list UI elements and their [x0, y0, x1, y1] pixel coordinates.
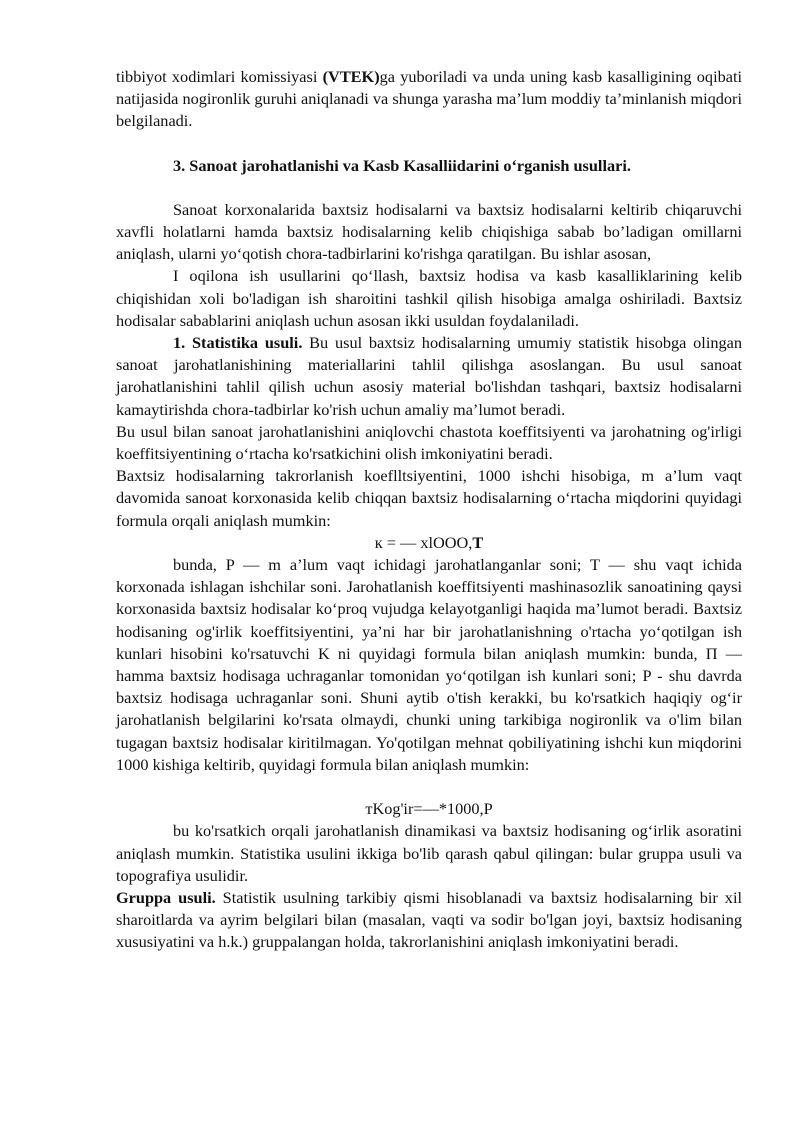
paragraph-methods: I oqilona ish usullarini qo‘llash, baxtsiz hodisa va kasb kasalliklarining kelib chiqishidan xoli bo'ladigan ish sharoitini tashkil qilish hisobiga amalga oshiriladi. Baxtsiz hodisalar sabablarini aniqlash uchun asosan ikki usuldan foydalaniladi. [116, 266, 742, 330]
group-method-title: Gruppa usuli. [116, 887, 216, 907]
paragraph-vtek [116, 66, 742, 133]
paragraph-coefficients: Bu usul bilan sanoat jarohatlanishini aniqlovchi chastota koeffitsiyenti va jarohatning og'irligi koeffitsiyentining o‘rtacha ko'rsatkichini olish imkoniyatini beradi. [116, 421, 742, 464]
formula-frequency-main: к = — xlOOO, [374, 532, 473, 552]
statistics-method-title: 1. Statistika usuli. [173, 333, 303, 353]
paragraph-vtek-text-c: ga yuboriladi va unda uning kasb kasalligining oqibati natijasida nogironlik guruhi aniqlanadi va shunga yarasha ma’lum moddiy ta’minlanish miqdori belgilanadi. [116, 67, 743, 131]
paragraph-dynamics: bu ko'rsatkich orqali jarohatlanish dinamikasi va baxtsiz hodisaning og‘irlik asoratini aniqlash mumkin. Statistika usulini ikkiga bo'lib qarash qabul qilingan: bular gruppa usuli va topografiya usulidir. [116, 821, 742, 885]
paragraph-frequency: Baxtsiz hodisalarning takrorlanish koeflltsiyentini, 1000 ishchi hisobiga, m a’lum vaqt davomida sanoat korxonasida kelib chiqqan baxtsiz hodisalarning o‘rtacha miqdorini quyidagi formula orqali aniqlash mumkin: [116, 466, 742, 530]
paragraph-group-method [116, 887, 742, 954]
formula-frequency-bold: T [472, 532, 484, 552]
vtek-bold: (VTEK) [322, 67, 380, 86]
paragraph-severity: bunda, P — m a’lum vaqt ichidagi jarohatlanganlar soni; T — shu vaqt ichida korxonada ishlagan ishchilar soni. Jarohatlanish koeffitsiyenti mashinasozlik sanoatining qaysi korxonasida baxtsiz hodisalar ko‘proq vujudga kelayotganligi haqida ma’lumot beradi. Baxtsiz hodisaning og'irlik koeffitsiyentini, ya’ni har bir jarohatlanishning o'rtacha yo‘qotilgan ish kunlari hisobini ko'rsatuvchi K ni quyidagi formula bilan aniqlash mumkin: bunda, П — hamma baxtsiz hodisaga uchraganlar tomonidan yo‘qotilgan ish kunlari soni; P - shu davrda baxtsiz hodisaga uchraganlar soni. Shuni aytib o'tish kerakki, bu ko'rsatkich haqiqiy og‘ir jarohatlanish belgilarini ko'rsata olmaydi, chunki uning tarkibiga nogironlik va o'lim bilan tugagan baxtsiz hodisalar kiritilmagan. Yo'qotilgan mehnat qobiliyatining ishchi kun miqdorini 1000 kishiga keltirib, quyidagi formula bilan aniqlash mumkin: [116, 555, 742, 774]
paragraph-statistics-method [116, 332, 742, 421]
formula-severity: тKog'ir=—*1000,P [365, 799, 493, 819]
statistics-method-text: Bu usul baxtsiz hodisalarning umumiy statistik hisobga olingan sanoat jarohatlanishining materiallarini tahlil qilishga asoslangan. Bu usul sanoat jarohatlanishini tahlil qilish uchun asosiy material bo'lishdan tashqari, baxtsiz hodisalarni kamaytirishda chora-tadbirlar ko'rish uchun amaliy ma’lumot beradi. [116, 333, 742, 419]
paragraph-vtek-text-a: tibbiyot xodimlari komissiyasi [116, 67, 323, 86]
paragraph-intro: Sanoat korxonalarida baxtsiz hodisalarni va baxtsiz hodisalarni keltirib chiqaruvchi xavfli holatlarni hamda baxtsiz hodisalarning kelib chiqishiga sabab bo’ladigan omillarni aniqlash, ularni yo‘qotish chora-tadbirlarini ko'rishga qaratilgan. Bu ishlar asosan, [116, 199, 742, 264]
section-heading: 3. Sanoat jarohatlanishi va Kasb Kasalliidarini o‘rganish usullari. [173, 155, 631, 175]
group-method-text: Statistik usulning tarkibiy qismi hisoblanadi va baxtsiz hodisalarning bir xil sharoitlarda va ayrim belgilari bilan (masalan, vaqti va sodir bo'lgan joyi, baxtsiz hodisaning xususiyatini va h.k.) gruppalangan holda, takrorlanishini aniqlash imkoniyatini beradi. [116, 887, 742, 952]
formula-frequency [116, 532, 742, 554]
